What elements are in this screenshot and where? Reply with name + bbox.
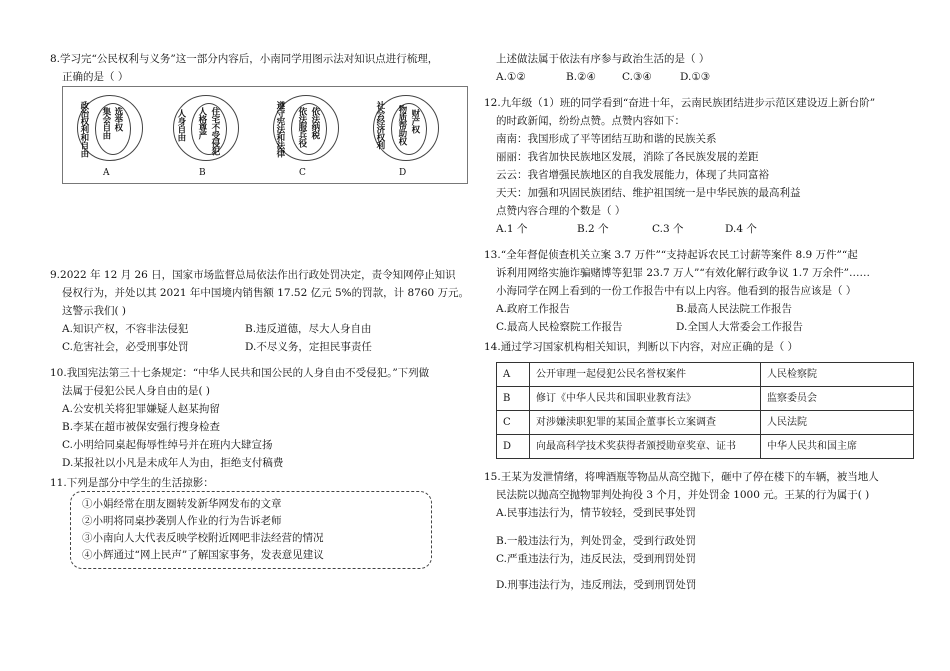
row-content: 公开审理一起侵犯公民名誉权案件: [530, 363, 761, 387]
venn-caption: B: [199, 168, 206, 178]
q15-stem-line2: 民法院以抛高空抛物罪判处拘役 3 个月，并处罚金 1000 元。王某的行为属于( ): [496, 489, 870, 501]
q8-venn-b: [167, 91, 257, 181]
q9-stem-line2: 侵权行为，并处以其 2021 年中国境内销售额 17.52 亿元 5%的罚款，计 8760 万元。: [62, 287, 470, 299]
venn-caption: D: [399, 168, 407, 178]
q13-option-c: C.最高人民检察院工作报告: [496, 321, 623, 333]
q12-stem-line2: 的时政新闻，纷纷点赞。点赞内容如下：: [496, 115, 685, 127]
venn-outer-label: 政治权利和自由: [78, 101, 89, 157]
q8-venn-d: [367, 91, 457, 181]
venn-inner-label-2: 依法纳税: [309, 107, 320, 139]
q11-item-4: ④小辉通过“网上民声”了解国家事务，发表意见建议: [82, 549, 324, 561]
table-row: [497, 387, 914, 411]
q13-option-a: A.政府工作报告: [496, 303, 570, 315]
row-content: 向最高科学技术奖获得者颁授勋章奖章、证书: [530, 435, 761, 459]
q15-option-d: D.刑事违法行为，违反刑法，受到刑罚处罚: [496, 579, 697, 591]
table-row: [497, 411, 914, 435]
row-organ: 中华人民共和国主席: [761, 435, 914, 459]
q13-stem-line2: 诉利用网络实施诈骗赌博等犯罪 23.7 万人”“有效化解行政争议 1.7 万余件”……: [496, 267, 871, 279]
q9-option-d: D.不尽义务，定担民事责任: [245, 341, 372, 353]
q12-stem-line3: 点赞内容合理的个数是（ ）: [496, 205, 626, 217]
q10-option-b: B.李某在超市被保安强行搜身检查: [62, 421, 221, 433]
venn-inner-label: 人格尊严: [196, 107, 207, 139]
venn-outer-label: 社会经济权利: [374, 101, 385, 149]
venn-caption: A: [103, 168, 110, 178]
q13-stem-line1: 13.“全年督促侦查机关立案 3.7 万件”“支持起诉农民工讨薪等案件 8.9 万件”“起: [484, 249, 858, 261]
q11-option-c: C.③④: [622, 71, 652, 83]
venn-inner-label: 选举权: [112, 107, 123, 131]
q11-option-a: A.①②: [496, 71, 526, 83]
q15-option-a: A.民事违法行为，情节较轻，受到民事处罚: [496, 507, 696, 519]
row-organ: 人民检察院: [761, 363, 914, 387]
table-row: [497, 363, 914, 387]
q12-option-d: D.4 个: [725, 223, 757, 235]
row-label: B: [497, 387, 530, 411]
q9-option-b: B.违反道德，尽大人身自由: [245, 323, 372, 335]
row-label: A: [497, 363, 530, 387]
q13-option-d: D.全国人大常委会工作报告: [676, 321, 803, 333]
q11-stem: 11.下列是部分中学生的生活掠影：: [50, 477, 214, 489]
q9-stem-line3: 这警示我们( ): [62, 305, 127, 317]
q14-stem: 14.通过学习国家机构相关知识，判断以下内容，对应正确的是（ ）: [484, 341, 799, 353]
row-content: 修订《中华人民共和国职业教育法》: [530, 387, 761, 411]
q8-stem-line2: 正确的是（ ）: [62, 71, 129, 83]
q15-stem-line1: 15.王某为发泄情绪，将啤酒瓶等物品从高空抛下，砸中了停在楼下的车辆，被当地人: [484, 471, 879, 483]
venn-inner-label-2: 集会自由: [100, 107, 111, 139]
q10-option-a: A.公安机关将犯罪嫌疑人赵某拘留: [62, 403, 220, 415]
table-row: [497, 435, 914, 459]
row-organ: 监察委员会: [761, 387, 914, 411]
q14-table: [496, 362, 914, 459]
q9-stem-line1: 9.2022 年 12 月 26 日，国家市场监督总局依法作出行政处罚决定，责令知网停止知识: [50, 269, 456, 281]
q12-option-c: C.3 个: [652, 223, 684, 235]
q12-option-b: B.2 个: [577, 223, 609, 235]
q12-statement-3: 云云：我省增强民族地区的自我发展能力，体现了共同富裕: [496, 169, 769, 181]
q12-statement-4: 天天：加强和巩固民族团结、维护祖国统一是中华民族的最高利益: [496, 187, 801, 199]
q10-option-d: D.某报社以小凡是未成年人为由，拒绝支付稿费: [62, 457, 284, 469]
q10-option-c: C.小明给同桌起侮辱性绰号并在班内大肆宣扬: [62, 439, 273, 451]
q12-statement-1: 南南：我国形成了平等团结互助和谐的民族关系: [496, 133, 717, 145]
q11-item-1: ①小娟经常在朋友圈转发新华网发布的文章: [82, 498, 282, 510]
row-label: D: [497, 435, 530, 459]
q10-stem-line1: 10.我国宪法第三十七条规定：“中华人民共和国公民的人身自由不受侵犯。”下列做: [50, 367, 430, 379]
q8-stem-line1: 8.学习完“公民权利与义务”这一部分内容后，小南同学用图示法对知识点进行梳理，: [50, 53, 439, 65]
q11-option-d: D.①③: [680, 71, 711, 83]
q8-venn-c: [267, 91, 357, 181]
q13-option-b: B.最高人民法院工作报告: [676, 303, 793, 315]
q11-option-b: B.②④: [566, 71, 596, 83]
row-label: C: [497, 411, 530, 435]
venn-inner-label: 物质帮助权: [396, 105, 407, 145]
venn-inner-label-2: 住宅不受侵犯: [209, 107, 220, 155]
q13-stem-line3: 小海同学在网上看到的一份工作报告中有以上内容。他看到的报告应该是（ ）: [496, 285, 857, 297]
q9-option-a: A.知识产权，不容非法侵犯: [62, 323, 189, 335]
q15-option-c: C.严重违法行为，违反民法，受到刑罚处罚: [496, 553, 696, 565]
venn-inner-label: 依法服兵役: [296, 107, 307, 147]
q8-diagram: [62, 86, 468, 184]
q12-stem-line1: 12.九年级（1）班的同学看到“奋进十年，云南民族团结进步示范区建设迈上新台阶”: [484, 97, 876, 109]
q11-item-3: ③小南向人大代表反映学校附近网吧非法经营的情况: [82, 532, 324, 544]
venn-caption: C: [299, 168, 306, 178]
q11-item-2: ②小明将同桌抄袭别人作业的行为告诉老师: [82, 515, 282, 527]
row-content: 对涉嫌渎职犯罪的某国企董事长立案调查: [530, 411, 761, 435]
q9-option-c: C.危害社会，必受刑事处罚: [62, 341, 189, 353]
venn-outer-label: 遵守宪法和法律: [274, 101, 285, 157]
venn-inner-label-2: 财产权: [409, 109, 420, 133]
q10-stem-line2: 法属于侵犯公民人身自由的是( ): [62, 385, 211, 397]
q12-statement-2: 丽丽：我省加快民族地区发展，消除了各民族发展的差距: [496, 151, 759, 163]
q8-venn-a: [71, 91, 161, 181]
q11-followup: 上述做法属于依法有序参与政治生活的是（ ）: [496, 53, 710, 65]
venn-outer-label: 人身自由: [175, 109, 186, 141]
q15-option-b: B.一般违法行为，判处罚金，受到行政处罚: [496, 535, 697, 547]
q12-option-a: A.1 个: [496, 223, 528, 235]
row-organ: 人民法院: [761, 411, 914, 435]
